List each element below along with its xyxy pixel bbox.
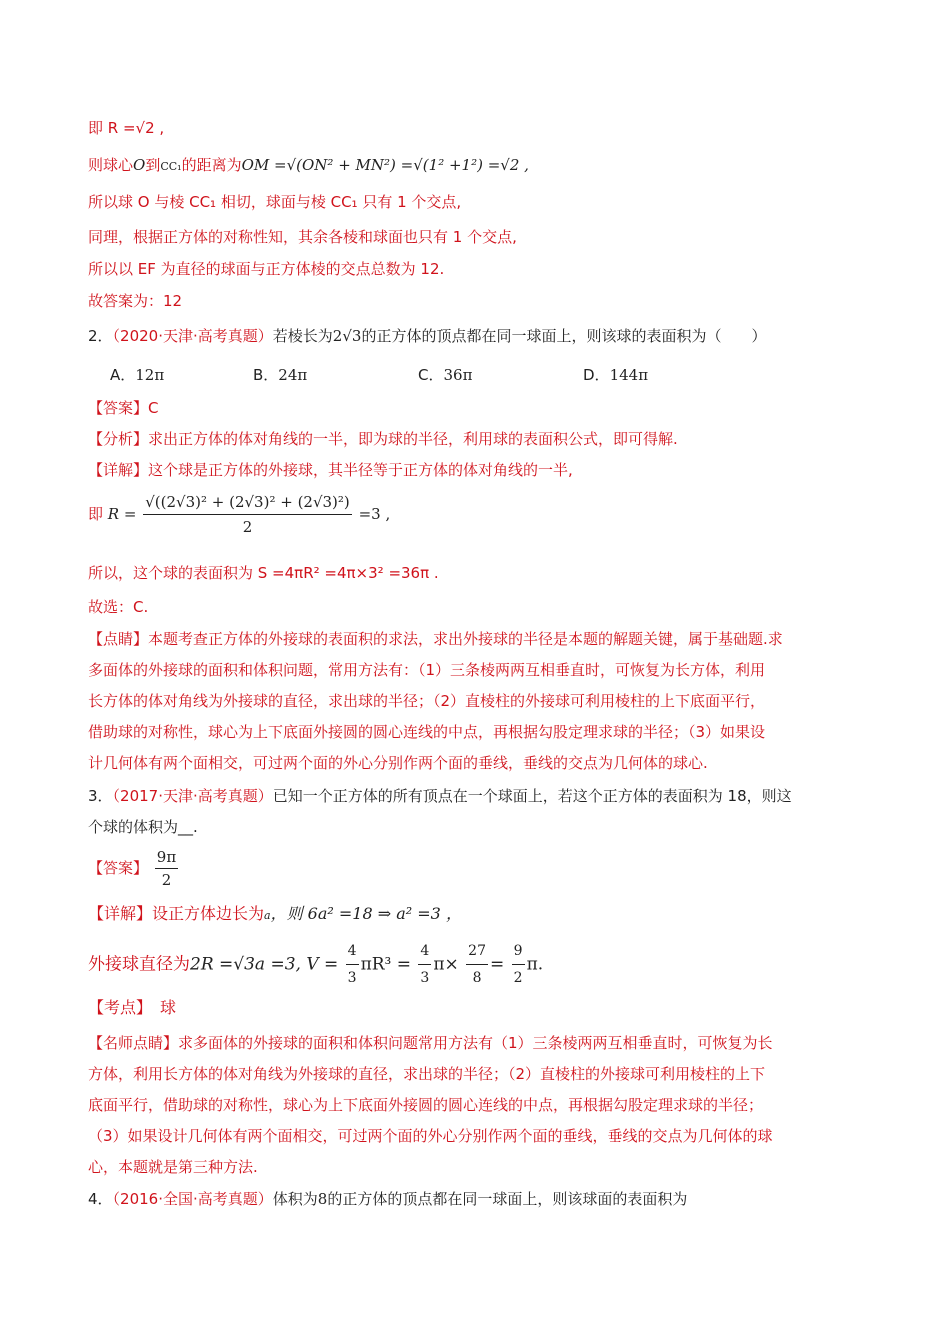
q2-radius-label: R =: [107, 505, 137, 523]
q3-frac-3: [466, 938, 488, 991]
q2-detail: 【详解】这个球是正方体的外接球，其半径等于正方体的体对角线的一半,: [88, 461, 573, 479]
q1-answer-line: 故答案为：12: [88, 292, 183, 310]
q3-stem-1: [88, 786, 792, 806]
q3-frac-2-num: 4: [418, 938, 431, 965]
q3-frac-1-den: 3: [347, 970, 357, 986]
q3-diameter-formula: 2R =√3a =3, V =: [190, 954, 339, 975]
q2-number: 2．: [88, 327, 113, 345]
q3-tip-4: （3）如果设计几何体有两个面相交，可过两个面的外心分别作两个面的垂线，垂线的交点为几何体的球: [88, 1127, 773, 1145]
q3-frac-1-num: 4: [346, 938, 359, 965]
q2-radius-numerator: √((2√3)² + (2√3)² + (2√3)²): [143, 490, 352, 515]
q3-detail: [88, 904, 462, 926]
q3-frac-3-den: 8: [472, 970, 482, 986]
q3-tip-5: 心，本题就是第三种方法.: [88, 1158, 258, 1176]
q2-option-c-label: C．: [418, 366, 444, 384]
q2-option-b-label: B．: [253, 366, 279, 384]
q1-distance-line: [88, 155, 529, 177]
q2-choice: 故选：C.: [88, 598, 149, 616]
q2-stem-a: 若棱长为: [272, 327, 333, 345]
q3-mid-3: =: [490, 954, 505, 975]
q3-answer-denominator: 2: [161, 871, 172, 889]
q2-stem: [88, 326, 766, 346]
q3-volume-formula: [88, 938, 543, 991]
q3-detail-a: a: [264, 909, 271, 922]
q2-option-b[interactable]: [253, 364, 307, 385]
q2-option-b-value: 24π: [278, 366, 308, 384]
q3-diameter-label: 外接球直径为: [88, 954, 190, 975]
q2-option-c[interactable]: [418, 364, 472, 385]
q3-answer-label: 【答案】: [88, 859, 149, 877]
q3-frac-3-num: 27: [466, 938, 488, 965]
q2-radius-prefix: 即: [88, 505, 104, 523]
q1-distance-cc1: CC₁: [160, 160, 182, 173]
q3-end: π.: [526, 954, 544, 975]
q4-stem-volume: 8: [317, 1190, 328, 1208]
q3-stem-2: 个球的体积为__.: [88, 818, 198, 836]
q2-analysis: 【分析】求出正方体的体对角线的一半，即为球的半径，利用球的表面积公式，即可得解.: [88, 430, 678, 448]
q2-option-a-label: A．: [110, 366, 136, 384]
q3-frac-1: [346, 938, 359, 991]
q2-option-d-label: D．: [583, 366, 610, 384]
q2-surface: 所以，这个球的表面积为 S =4πR² =4π×3² =36π .: [88, 564, 439, 582]
q3-frac-4-num: 9: [512, 938, 525, 965]
q1-distance-o: O: [133, 156, 146, 174]
q2-answer: 【答案】C: [88, 399, 159, 417]
q1-distance-text-c: 到: [145, 156, 161, 174]
q2-option-c-value: 36π: [443, 366, 473, 384]
q1-distance-text-a: 则球心: [88, 156, 134, 174]
q4-stem: [88, 1189, 687, 1209]
q2-option-a-value: 12π: [135, 366, 165, 384]
q3-frac-4-den: 2: [513, 970, 523, 986]
q3-answer: [88, 846, 180, 891]
q3-kaodian: 【考点】 球: [88, 998, 177, 1017]
q3-frac-2-den: 3: [420, 970, 430, 986]
q2-stem-edge: 2√3: [332, 327, 362, 345]
q2-radius-fraction: [143, 490, 352, 539]
q2-radius-denominator: 2: [242, 518, 253, 536]
q4-source: （2016·全国·高考真题）: [112, 1190, 273, 1208]
q2-option-d-value: 144π: [609, 366, 649, 384]
q3-answer-numerator: 9π: [155, 846, 178, 869]
q3-source: （2017·天津·高考真题）: [112, 787, 273, 805]
q4-stem-c: 的正方体的顶点都在同一球面上，则该球面的表面积为: [327, 1190, 688, 1208]
q3-frac-4: [512, 938, 525, 991]
q2-comment-1: 【点睛】本题考查正方体的外接球的表面积的求法，求出外接球的半径是本题的解题关键，属于基础题.求: [88, 630, 783, 648]
q2-option-a[interactable]: [110, 364, 164, 385]
q2-source: （2020·天津·高考真题）: [112, 327, 273, 345]
q3-detail-text: 【详解】设正方体边长为: [88, 904, 265, 923]
q2-stem-c: 的正方体的顶点都在同一球面上，则该球的表面积为（ ）: [361, 327, 767, 345]
q3-frac-2: [418, 938, 431, 991]
q2-radius-formula: [88, 490, 390, 539]
q3-mid-2: π×: [433, 954, 459, 975]
q1-total-line: 所以以 EF 为直径的球面与正方体棱的交点总数为 12.: [88, 260, 445, 278]
q2-comment-3: 长方体的体对角线为外接球的直径，求出球的半径；（2）直棱柱的外接球可利用棱柱的上下底面平行，: [88, 692, 766, 710]
q2-comment-4: 借助球的对称性，球心为上下底面外接圆的圆心连线的中点，再根据勾股定理求球的半径；（3）如果设: [88, 723, 766, 741]
q2-comment-5: 计几何体有两个面相交，可过两个面的外心分别作两个面的垂线，垂线的交点为几何体的球心.: [88, 754, 708, 772]
q1-radius-line: 即 R =√2 ,: [88, 119, 165, 137]
q1-distance-formula: OM =√(ON² + MN²) =√(1² +1²) =√2 ,: [241, 156, 529, 174]
q3-tip-2: 方体，利用长方体的体对角线为外接球的直径，求出球的半径；（2）直棱柱的外接球可利用棱柱的上下: [88, 1065, 766, 1083]
q3-detail-formula: ，则 6a² =18 ⇒ a² =3 ，: [270, 904, 462, 923]
q3-number: 3．: [88, 787, 113, 805]
q1-distance-text-e: 的距离为: [181, 156, 242, 174]
q1-tangent-line: 所以球 O 与棱 CC₁ 相切，球面与棱 CC₁ 只有 1 个交点,: [88, 193, 462, 211]
q3-stem-text: 已知一个正方体的所有顶点在一个球面上，若这个正方体的表面积为 18，则这: [272, 787, 792, 805]
q3-mid-1: πR³ =: [360, 954, 412, 975]
q4-stem-a: 体积为: [272, 1190, 318, 1208]
q4-number: 4．: [88, 1190, 113, 1208]
q1-symmetry-line: 同理，根据正方体的对称性知，其余各棱和球面也只有 1 个交点,: [88, 228, 517, 246]
q3-answer-fraction: [155, 846, 178, 891]
q2-radius-result: =3 ,: [358, 505, 391, 523]
q3-tip-3: 底面平行，借助球的对称性，球心为上下底面外接圆的圆心连线的中点，再根据勾股定理求球的半径；: [88, 1096, 764, 1114]
q2-option-d[interactable]: [583, 364, 648, 385]
q2-comment-2: 多面体的外接球的面积和体积问题，常用方法有：（1）三条棱两两互相垂直时，可恢复为长方体，利用: [88, 661, 766, 679]
q3-tip-1: 【名师点睛】求多面体的外接球的面积和体积问题常用方法有（1）三条棱两两互相垂直时，可恢复为长: [88, 1034, 773, 1052]
